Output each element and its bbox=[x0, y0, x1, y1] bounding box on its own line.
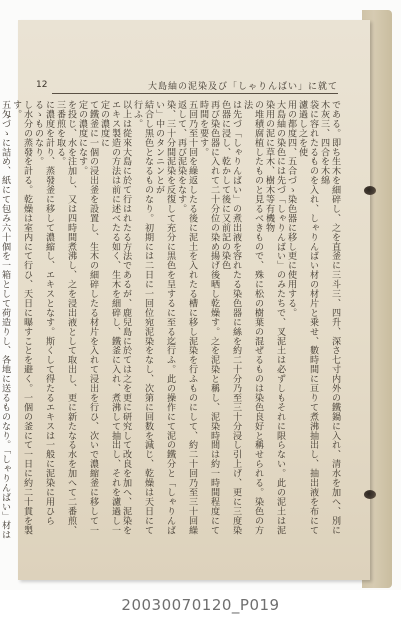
vertical-body-text bbox=[0, 100, 340, 540]
text-line: 結合し黒色となるものなり。初期には二日に一回位宛泥染をなし、次第に回数を減じ、乾燥は天日にて行ふ。 bbox=[132, 100, 153, 535]
text-line: 袋に容れたるものを入れ、しゃりんばい材の材片と乗せ、數時間に亘りて煮沸抽出し、抽出液を布にて濾過し之を使 bbox=[297, 100, 318, 535]
text-line: 大島紬の染色には先づ「しゃりんばい」のみたちで、叉泥土は必ずしもそれに限らない。此の泥土は泥染用の泥に草木、樹木等有機物 bbox=[264, 100, 285, 535]
text-line: は先づ「しゃりんばい」の煮出液を容れたる染色器に絲を約二十分乃至三十分浸し引上げ、更に三度染色器に浸し、乾かして後に又前記の染色 bbox=[220, 100, 241, 535]
text-line: の堆積腐植したものと見るべきもので、殊に松の樹葉の混ぜるものは染色良好と稱せられる。染色の方法 bbox=[242, 100, 263, 535]
text-line: 五回乃至十回を繰返したる後に泥土を入れたる槽に移し泥染を行ふものにして、約二十回乃至三十回繰返して、再び泥染をなす。 bbox=[176, 100, 197, 535]
text-line: を投じ、水を注加し、又は四時間煮沸し、之を浸出液として取出し、更に新たなる水を加へて二番煎、三番煎を取る。 bbox=[55, 100, 76, 535]
text-line: に濃度を計り、蒸發釜に移して濃縮し、エキスとなす。斯くして得たるエキスは一般に泥染に用ひらるゝものなり。 bbox=[33, 100, 54, 526]
text-line: 染、三十分間泥染を反復して充分に黒色を呈するに至る迄行ふ。此の操作にて泥の鐵分と「しゃりんばい」中のタンニンとが bbox=[154, 100, 175, 535]
page-number: 12 bbox=[36, 80, 48, 90]
running-title: 大島紬の泥染及び「しゃりんばい」に就て bbox=[147, 81, 338, 92]
text-line: 再び染色器に入れて二十分位の染め揚げ後晒し乾燥す。之を泥染と稱し、泥染時間は約一時間程度にて時間を要す。 bbox=[198, 100, 219, 535]
text-line: 以上は從來大島に於て行はれたる方法であるが、鹿兒島に於ては之を更に研究して改良を加へ、泥染を bbox=[121, 100, 131, 535]
text-line: である。即ち生木を細碎し、之を直釜に三斗三、四升、深さ七寸内外の鐵鍋に入れ、清水を加へ、別に木灰三、四合を木綿 bbox=[319, 100, 340, 535]
text-line: エキス製造の方法は前に述べたる如く、生木を細碎し、鐵釜に入れ、煮沸して抽出し、それを濾過し一定の濃度に bbox=[99, 100, 120, 535]
binding-hole bbox=[364, 186, 376, 195]
binding-hole bbox=[364, 490, 376, 499]
page-header bbox=[36, 78, 338, 92]
text-line: 五匁づゝに詰め、紙にて包み六十個を一箱として荷造りし、各地に送るものなり。「しゃりんばい」材は bbox=[0, 100, 10, 540]
text-line: 用の都度四、五合づゝ染色器に移し更に使用する。 bbox=[286, 100, 296, 318]
text-line: し水分の蒸發を計る。乾燥は室内にて行ひ、天日に曝すことを避く。一個の釜にて一日に約二十貫を製す。 bbox=[11, 100, 32, 535]
text-line: て鐵釜に一個の浸出釜を設置し、生木の細碎したる材片を入れて浸出を行ひ、次いで濃縮釜に移して一定の濃度になす。 bbox=[77, 100, 98, 535]
header-rule bbox=[52, 93, 338, 94]
archive-caption: 20030070120_P019 bbox=[121, 596, 280, 614]
